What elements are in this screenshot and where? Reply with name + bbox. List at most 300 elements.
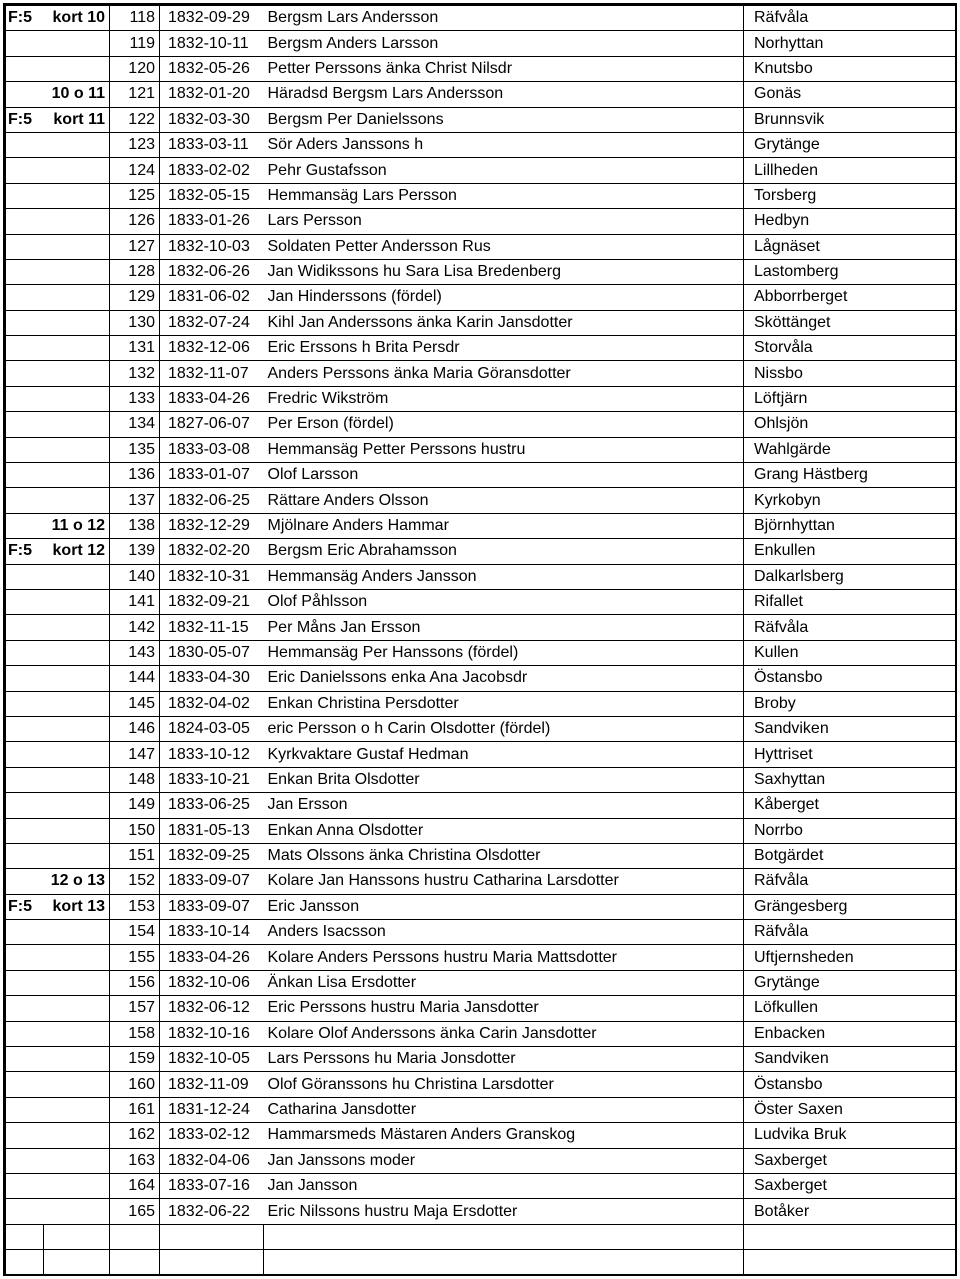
number-cell: 153 (110, 894, 160, 919)
date-cell: 1832-04-06 (160, 1148, 264, 1173)
code-cell (44, 209, 110, 234)
group-cell (6, 310, 44, 335)
table-row (6, 183, 956, 208)
table-row (6, 488, 956, 513)
table-row (6, 666, 956, 691)
table-row (6, 640, 956, 665)
place-cell: Saxberget (744, 1173, 956, 1198)
name-cell: Kolare Jan Hanssons hustru Catharina Larsdotter (264, 869, 744, 894)
number-cell: 131 (110, 336, 160, 361)
group-cell (6, 209, 44, 234)
name-cell: Enkan Anna Olsdotter (264, 818, 744, 843)
number-cell: 140 (110, 564, 160, 589)
date-cell: 1832-02-20 (160, 539, 264, 564)
code-cell (44, 970, 110, 995)
place-cell: Räfvåla (744, 6, 956, 31)
number-cell: 121 (110, 82, 160, 107)
table-row (6, 716, 956, 741)
date-cell: 1833-02-12 (160, 1123, 264, 1148)
place-cell: Storvåla (744, 336, 956, 361)
name-cell: Eric Danielssons enka Ana Jacobsdr (264, 666, 744, 691)
place-cell: Wahlgärde (744, 437, 956, 462)
table-row (6, 970, 956, 995)
number-cell: 159 (110, 1047, 160, 1072)
place-cell: Sandviken (744, 716, 956, 741)
table-row (6, 1097, 956, 1122)
date-cell: 1832-09-25 (160, 843, 264, 868)
number-cell: 126 (110, 209, 160, 234)
table-row (6, 31, 956, 56)
name-cell: Enkan Christina Persdotter (264, 691, 744, 716)
group-cell (6, 31, 44, 56)
number-cell: 123 (110, 132, 160, 157)
date-cell: 1833-10-14 (160, 920, 264, 945)
name-cell: Bergsm Per Danielssons (264, 107, 744, 132)
date-cell: 1833-02-02 (160, 158, 264, 183)
name-cell: Anders Perssons änka Maria Göransdotter (264, 361, 744, 386)
place-cell: Björnhyttan (744, 513, 956, 538)
code-cell: 11 o 12 (44, 513, 110, 538)
name-cell: Olof Göranssons hu Christina Larsdotter (264, 1072, 744, 1097)
group-cell (6, 1199, 44, 1224)
place-cell: Hyttriset (744, 742, 956, 767)
code-cell (44, 412, 110, 437)
group-cell (6, 843, 44, 868)
name-cell: Jan Janssons moder (264, 1148, 744, 1173)
name-cell: Kihl Jan Anderssons änka Karin Jansdotter (264, 310, 744, 335)
number-cell: 125 (110, 183, 160, 208)
number-cell: 139 (110, 539, 160, 564)
group-cell (6, 742, 44, 767)
code-cell (44, 463, 110, 488)
code-cell (44, 793, 110, 818)
date-cell: 1831-05-13 (160, 818, 264, 843)
name-cell: Kyrkvaktare Gustaf Hedman (264, 742, 744, 767)
code-cell: kort 13 (44, 894, 110, 919)
group-cell (6, 132, 44, 157)
date-cell: 1833-10-21 (160, 767, 264, 792)
place-cell: Östansbo (744, 1072, 956, 1097)
date-cell: 1832-11-15 (160, 615, 264, 640)
code-cell (44, 1072, 110, 1097)
table-row (6, 259, 956, 284)
place-cell: Grängesberg (744, 894, 956, 919)
date-cell: 1833-03-11 (160, 132, 264, 157)
group-cell (6, 82, 44, 107)
code-cell (44, 843, 110, 868)
number-cell: 150 (110, 818, 160, 843)
name-cell: Bergsm Eric Abrahamsson (264, 539, 744, 564)
name-cell: Petter Perssons änka Christ Nilsdr (264, 56, 744, 81)
table-row (6, 818, 956, 843)
table-row (6, 107, 956, 132)
date-cell: 1832-06-26 (160, 259, 264, 284)
date-cell: 1832-10-31 (160, 564, 264, 589)
date-cell: 1833-01-26 (160, 209, 264, 234)
code-cell (44, 183, 110, 208)
table-row (6, 1047, 956, 1072)
code-cell (44, 818, 110, 843)
name-cell: Catharina Jansdotter (264, 1097, 744, 1122)
place-cell: Botgärdet (744, 843, 956, 868)
name-cell: Pehr Gustafsson (264, 158, 744, 183)
table-row (6, 869, 956, 894)
group-cell (6, 336, 44, 361)
group-cell (6, 183, 44, 208)
date-cell: 1832-11-09 (160, 1072, 264, 1097)
table-row (6, 691, 956, 716)
date-cell (160, 1250, 264, 1275)
date-cell: 1832-10-06 (160, 970, 264, 995)
group-cell (6, 412, 44, 437)
code-cell: kort 11 (44, 107, 110, 132)
group-cell (6, 463, 44, 488)
number-cell: 163 (110, 1148, 160, 1173)
date-cell: 1833-06-25 (160, 793, 264, 818)
name-cell: eric Persson o h Carin Olsdotter (fördel) (264, 716, 744, 741)
place-cell: Dalkarlsberg (744, 564, 956, 589)
place-cell: Öster Saxen (744, 1097, 956, 1122)
group-cell (6, 158, 44, 183)
table-row (6, 793, 956, 818)
date-cell: 1833-09-07 (160, 894, 264, 919)
date-cell: 1832-01-20 (160, 82, 264, 107)
name-cell: Hemmansäg Petter Perssons hustru (264, 437, 744, 462)
code-cell (44, 920, 110, 945)
number-cell: 128 (110, 259, 160, 284)
place-cell: Enkullen (744, 539, 956, 564)
number-cell (110, 1250, 160, 1275)
name-cell (264, 1224, 744, 1249)
code-cell (44, 564, 110, 589)
place-cell: Torsberg (744, 183, 956, 208)
number-cell: 136 (110, 463, 160, 488)
table-row (6, 945, 956, 970)
group-cell (6, 640, 44, 665)
group-cell (6, 615, 44, 640)
date-cell: 1832-05-26 (160, 56, 264, 81)
date-cell: 1832-09-21 (160, 589, 264, 614)
place-cell: Enbacken (744, 1021, 956, 1046)
place-cell: Löftjärn (744, 386, 956, 411)
number-cell: 127 (110, 234, 160, 259)
date-cell: 1833-04-26 (160, 386, 264, 411)
name-cell: Hammarsmeds Mästaren Anders Granskog (264, 1123, 744, 1148)
name-cell: Eric Perssons hustru Maria Jansdotter (264, 996, 744, 1021)
name-cell: Hemmansäg Lars Persson (264, 183, 744, 208)
date-cell: 1832-04-02 (160, 691, 264, 716)
place-cell: Grang Hästberg (744, 463, 956, 488)
number-cell: 145 (110, 691, 160, 716)
number-cell: 162 (110, 1123, 160, 1148)
number-cell: 156 (110, 970, 160, 995)
number-cell: 149 (110, 793, 160, 818)
date-cell: 1833-01-07 (160, 463, 264, 488)
code-cell (44, 1224, 110, 1249)
code-cell (44, 767, 110, 792)
name-cell: Fredric Wikström (264, 386, 744, 411)
name-cell: Hemmansäg Anders Jansson (264, 564, 744, 589)
name-cell: Enkan Brita Olsdotter (264, 767, 744, 792)
name-cell: Eric Nilssons hustru Maja Ersdotter (264, 1199, 744, 1224)
name-cell: Mjölnare Anders Hammar (264, 513, 744, 538)
number-cell: 132 (110, 361, 160, 386)
name-cell: Per Erson (fördel) (264, 412, 744, 437)
code-cell (44, 31, 110, 56)
group-cell (6, 1072, 44, 1097)
number-cell: 161 (110, 1097, 160, 1122)
group-cell (6, 1173, 44, 1198)
place-cell: Lillheden (744, 158, 956, 183)
place-cell: Norhyttan (744, 31, 956, 56)
code-cell (44, 488, 110, 513)
group-cell (6, 285, 44, 310)
group-cell (6, 437, 44, 462)
place-cell: Saxberget (744, 1148, 956, 1173)
code-cell (44, 158, 110, 183)
group-cell (6, 56, 44, 81)
date-cell: 1827-06-07 (160, 412, 264, 437)
code-cell (44, 437, 110, 462)
date-cell: 1832-06-12 (160, 996, 264, 1021)
number-cell: 135 (110, 437, 160, 462)
place-cell: Kåberget (744, 793, 956, 818)
place-cell: Nissbo (744, 361, 956, 386)
name-cell: Rättare Anders Olsson (264, 488, 744, 513)
place-cell: Kyrkobyn (744, 488, 956, 513)
place-cell: Ohlsjön (744, 412, 956, 437)
name-cell: Anders Isacsson (264, 920, 744, 945)
group-cell (6, 1123, 44, 1148)
code-cell: kort 12 (44, 539, 110, 564)
date-cell: 1832-12-06 (160, 336, 264, 361)
code-cell (44, 1148, 110, 1173)
group-cell (6, 1021, 44, 1046)
number-cell: 122 (110, 107, 160, 132)
number-cell: 141 (110, 589, 160, 614)
number-cell: 160 (110, 1072, 160, 1097)
number-cell: 158 (110, 1021, 160, 1046)
table-row (6, 894, 956, 919)
name-cell: Per Måns Jan Ersson (264, 615, 744, 640)
table-row (6, 513, 956, 538)
date-cell (160, 1224, 264, 1249)
date-cell: 1832-11-07 (160, 361, 264, 386)
table-row (6, 132, 956, 157)
table-row (6, 1224, 956, 1249)
table-row (6, 158, 956, 183)
date-cell: 1832-10-11 (160, 31, 264, 56)
table-row (6, 920, 956, 945)
group-cell (6, 691, 44, 716)
date-cell: 1833-09-07 (160, 869, 264, 894)
date-cell: 1832-09-29 (160, 6, 264, 31)
number-cell: 134 (110, 412, 160, 437)
number-cell: 142 (110, 615, 160, 640)
table-row (6, 539, 956, 564)
name-cell: Eric Erssons h Brita Persdr (264, 336, 744, 361)
table-row (6, 589, 956, 614)
code-cell (44, 1097, 110, 1122)
code-cell (44, 589, 110, 614)
table-row (6, 1021, 956, 1046)
table-row (6, 742, 956, 767)
place-cell: Abborrberget (744, 285, 956, 310)
place-cell: Brunnsvik (744, 107, 956, 132)
date-cell: 1831-12-24 (160, 1097, 264, 1122)
code-cell: 10 o 11 (44, 82, 110, 107)
name-cell: Eric Jansson (264, 894, 744, 919)
place-cell: Broby (744, 691, 956, 716)
date-cell: 1833-07-16 (160, 1173, 264, 1198)
date-cell: 1833-03-08 (160, 437, 264, 462)
group-cell (6, 259, 44, 284)
number-cell: 124 (110, 158, 160, 183)
place-cell: Löfkullen (744, 996, 956, 1021)
date-cell: 1832-07-24 (160, 310, 264, 335)
number-cell (110, 1224, 160, 1249)
place-cell: Knutsbo (744, 56, 956, 81)
table-row (6, 386, 956, 411)
number-cell: 157 (110, 996, 160, 1021)
table-row (6, 463, 956, 488)
name-cell: Änkan Lisa Ersdotter (264, 970, 744, 995)
place-cell: Lastomberg (744, 259, 956, 284)
group-cell: F:5 (6, 6, 44, 31)
name-cell: Jan Jansson (264, 1173, 744, 1198)
table-row (6, 412, 956, 437)
date-cell: 1830-05-07 (160, 640, 264, 665)
number-cell: 143 (110, 640, 160, 665)
code-cell (44, 1199, 110, 1224)
code-cell (44, 386, 110, 411)
group-cell (6, 920, 44, 945)
number-cell: 120 (110, 56, 160, 81)
table-row (6, 1148, 956, 1173)
table-row (6, 996, 956, 1021)
place-cell (744, 1250, 956, 1275)
code-cell: 12 o 13 (44, 869, 110, 894)
date-cell: 1832-06-25 (160, 488, 264, 513)
date-cell: 1832-03-30 (160, 107, 264, 132)
place-cell: Lågnäset (744, 234, 956, 259)
table-row (6, 285, 956, 310)
code-cell (44, 691, 110, 716)
table-row (6, 6, 956, 31)
code-cell (44, 1047, 110, 1072)
name-cell: Kolare Olof Anderssons änka Carin Jansdotter (264, 1021, 744, 1046)
number-cell: 148 (110, 767, 160, 792)
code-cell (44, 234, 110, 259)
group-cell (6, 818, 44, 843)
table-row (6, 1199, 956, 1224)
code-cell (44, 996, 110, 1021)
number-cell: 133 (110, 386, 160, 411)
place-cell: Räfvåla (744, 615, 956, 640)
number-cell: 130 (110, 310, 160, 335)
date-cell: 1833-10-12 (160, 742, 264, 767)
group-cell (6, 945, 44, 970)
number-cell: 165 (110, 1199, 160, 1224)
name-cell: Hemmansäg Per Hanssons (fördel) (264, 640, 744, 665)
name-cell: Lars Perssons hu Maria Jonsdotter (264, 1047, 744, 1072)
group-cell (6, 1097, 44, 1122)
name-cell: Bergsm Anders Larsson (264, 31, 744, 56)
code-cell (44, 716, 110, 741)
group-cell (6, 361, 44, 386)
register-sheet (3, 3, 957, 1276)
group-cell (6, 386, 44, 411)
group-cell (6, 234, 44, 259)
code-cell (44, 1021, 110, 1046)
group-cell (6, 869, 44, 894)
name-cell: Lars Persson (264, 209, 744, 234)
group-cell (6, 666, 44, 691)
number-cell: 137 (110, 488, 160, 513)
table-row (6, 437, 956, 462)
number-cell: 152 (110, 869, 160, 894)
place-cell: Hedbyn (744, 209, 956, 234)
place-cell: Rifallet (744, 589, 956, 614)
group-cell (6, 767, 44, 792)
burial-register-table (5, 5, 956, 1276)
name-cell: Olof Larsson (264, 463, 744, 488)
group-cell (6, 488, 44, 513)
table-row (6, 234, 956, 259)
group-cell (6, 793, 44, 818)
group-cell: F:5 (6, 539, 44, 564)
number-cell: 146 (110, 716, 160, 741)
place-cell (744, 1224, 956, 1249)
place-cell: Sandviken (744, 1047, 956, 1072)
code-cell (44, 1123, 110, 1148)
number-cell: 147 (110, 742, 160, 767)
name-cell: Olof Påhlsson (264, 589, 744, 614)
group-cell (6, 1148, 44, 1173)
name-cell: Jan Ersson (264, 793, 744, 818)
table-row (6, 209, 956, 234)
table-row (6, 1123, 956, 1148)
number-cell: 155 (110, 945, 160, 970)
group-cell (6, 513, 44, 538)
name-cell: Jan Hinderssons (fördel) (264, 285, 744, 310)
date-cell: 1832-05-15 (160, 183, 264, 208)
date-cell: 1833-04-26 (160, 945, 264, 970)
number-cell: 154 (110, 920, 160, 945)
table-row (6, 361, 956, 386)
table-row (6, 564, 956, 589)
table-row (6, 1250, 956, 1275)
group-cell (6, 1047, 44, 1072)
number-cell: 164 (110, 1173, 160, 1198)
name-cell: Soldaten Petter Andersson Rus (264, 234, 744, 259)
table-row (6, 56, 956, 81)
name-cell: Sör Aders Janssons h (264, 132, 744, 157)
date-cell: 1832-12-29 (160, 513, 264, 538)
table-row (6, 336, 956, 361)
code-cell (44, 615, 110, 640)
place-cell: Botåker (744, 1199, 956, 1224)
date-cell: 1832-10-03 (160, 234, 264, 259)
date-cell: 1833-04-30 (160, 666, 264, 691)
code-cell (44, 285, 110, 310)
code-cell (44, 310, 110, 335)
date-cell: 1824-03-05 (160, 716, 264, 741)
group-cell (6, 1224, 44, 1249)
group-cell: F:5 (6, 107, 44, 132)
place-cell: Grytänge (744, 970, 956, 995)
place-cell: Gonäs (744, 82, 956, 107)
